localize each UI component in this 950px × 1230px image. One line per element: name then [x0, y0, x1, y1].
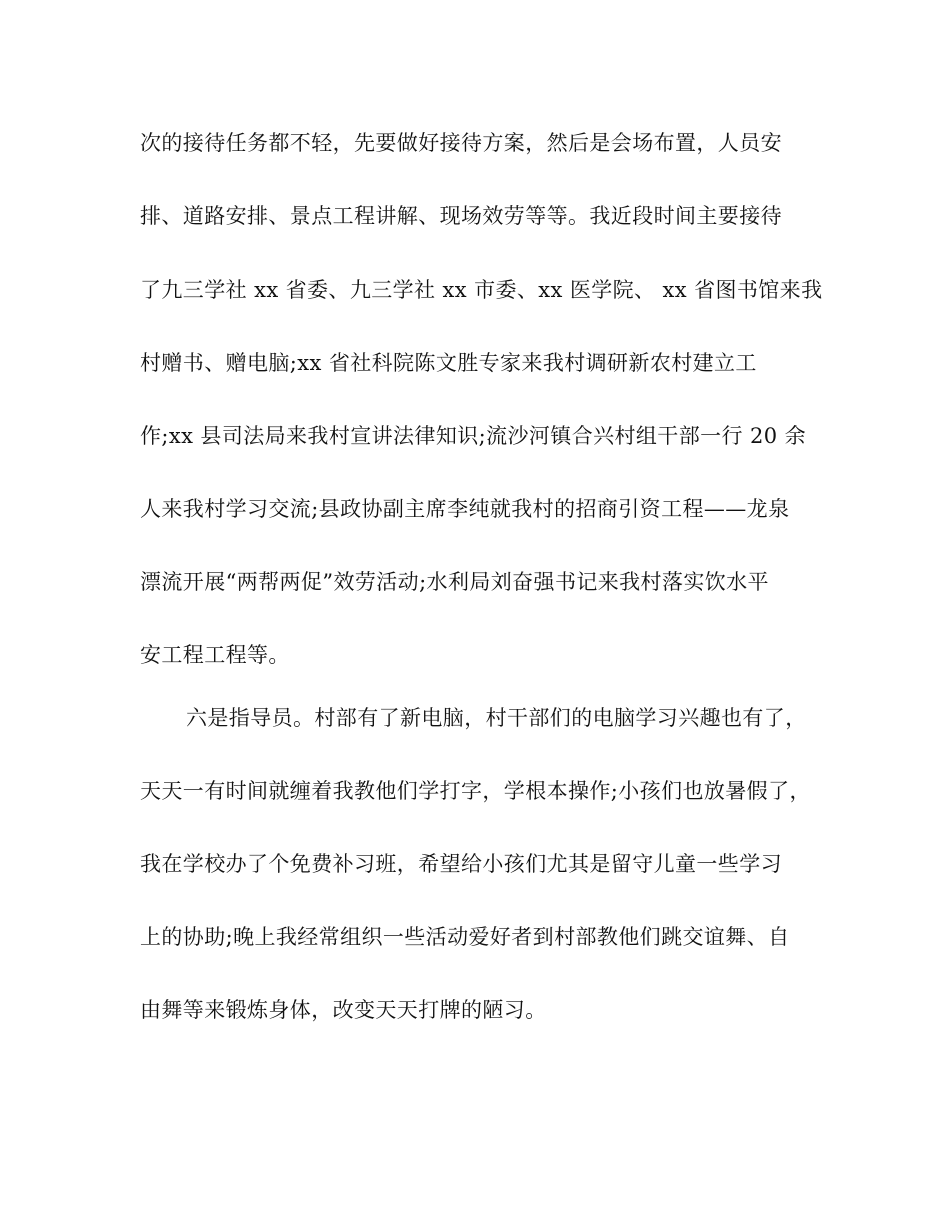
text-line: 漂流开展“两帮两促”效劳活动;水利局刘奋强书记来我村落实饮水平	[140, 570, 769, 594]
text-line: 六是指导员。村部有了新电脑，村干部们的电脑学习兴趣也有了，	[186, 706, 807, 730]
text-line: 排、道路安排、景点工程讲解、现场效劳等等。我近段时间主要接待	[140, 204, 782, 228]
text-line: 作;xx 县司法局来我村宣讲法律知识;流沙河镇合兴村组干部一行 20 余	[140, 424, 806, 448]
text-line: 安工程工程等。	[140, 643, 290, 667]
text-line: 次的接待任务都不轻，先要做好接待方案，然后是会场布置，人员安	[140, 131, 782, 155]
text-line: 我在学校办了个免费补习班，希望给小孩们尤其是留守儿童一些学习	[140, 852, 782, 876]
text-line: 人来我村学习交流;县政协副主席李纯就我村的招商引资工程——龙泉	[140, 497, 790, 521]
text-line: 了九三学社 xx 省委、九三学社 xx 市委、xx 医学院、 xx 省图书馆来我	[140, 278, 823, 302]
text-line: 上的协助;晚上我经常组织一些活动爱好者到村部教他们跳交谊舞、自	[140, 925, 790, 949]
text-line: 由舞等来锻炼身体，改变天天打牌的陋习。	[140, 998, 547, 1022]
text-line: 天天一有时间就缠着我教他们学打字，学根本操作;小孩们也放暑假了，	[140, 779, 811, 803]
text-line: 村赠书、赠电脑;xx 省社科院陈文胜专家来我村调研新农村建立工	[140, 351, 757, 375]
